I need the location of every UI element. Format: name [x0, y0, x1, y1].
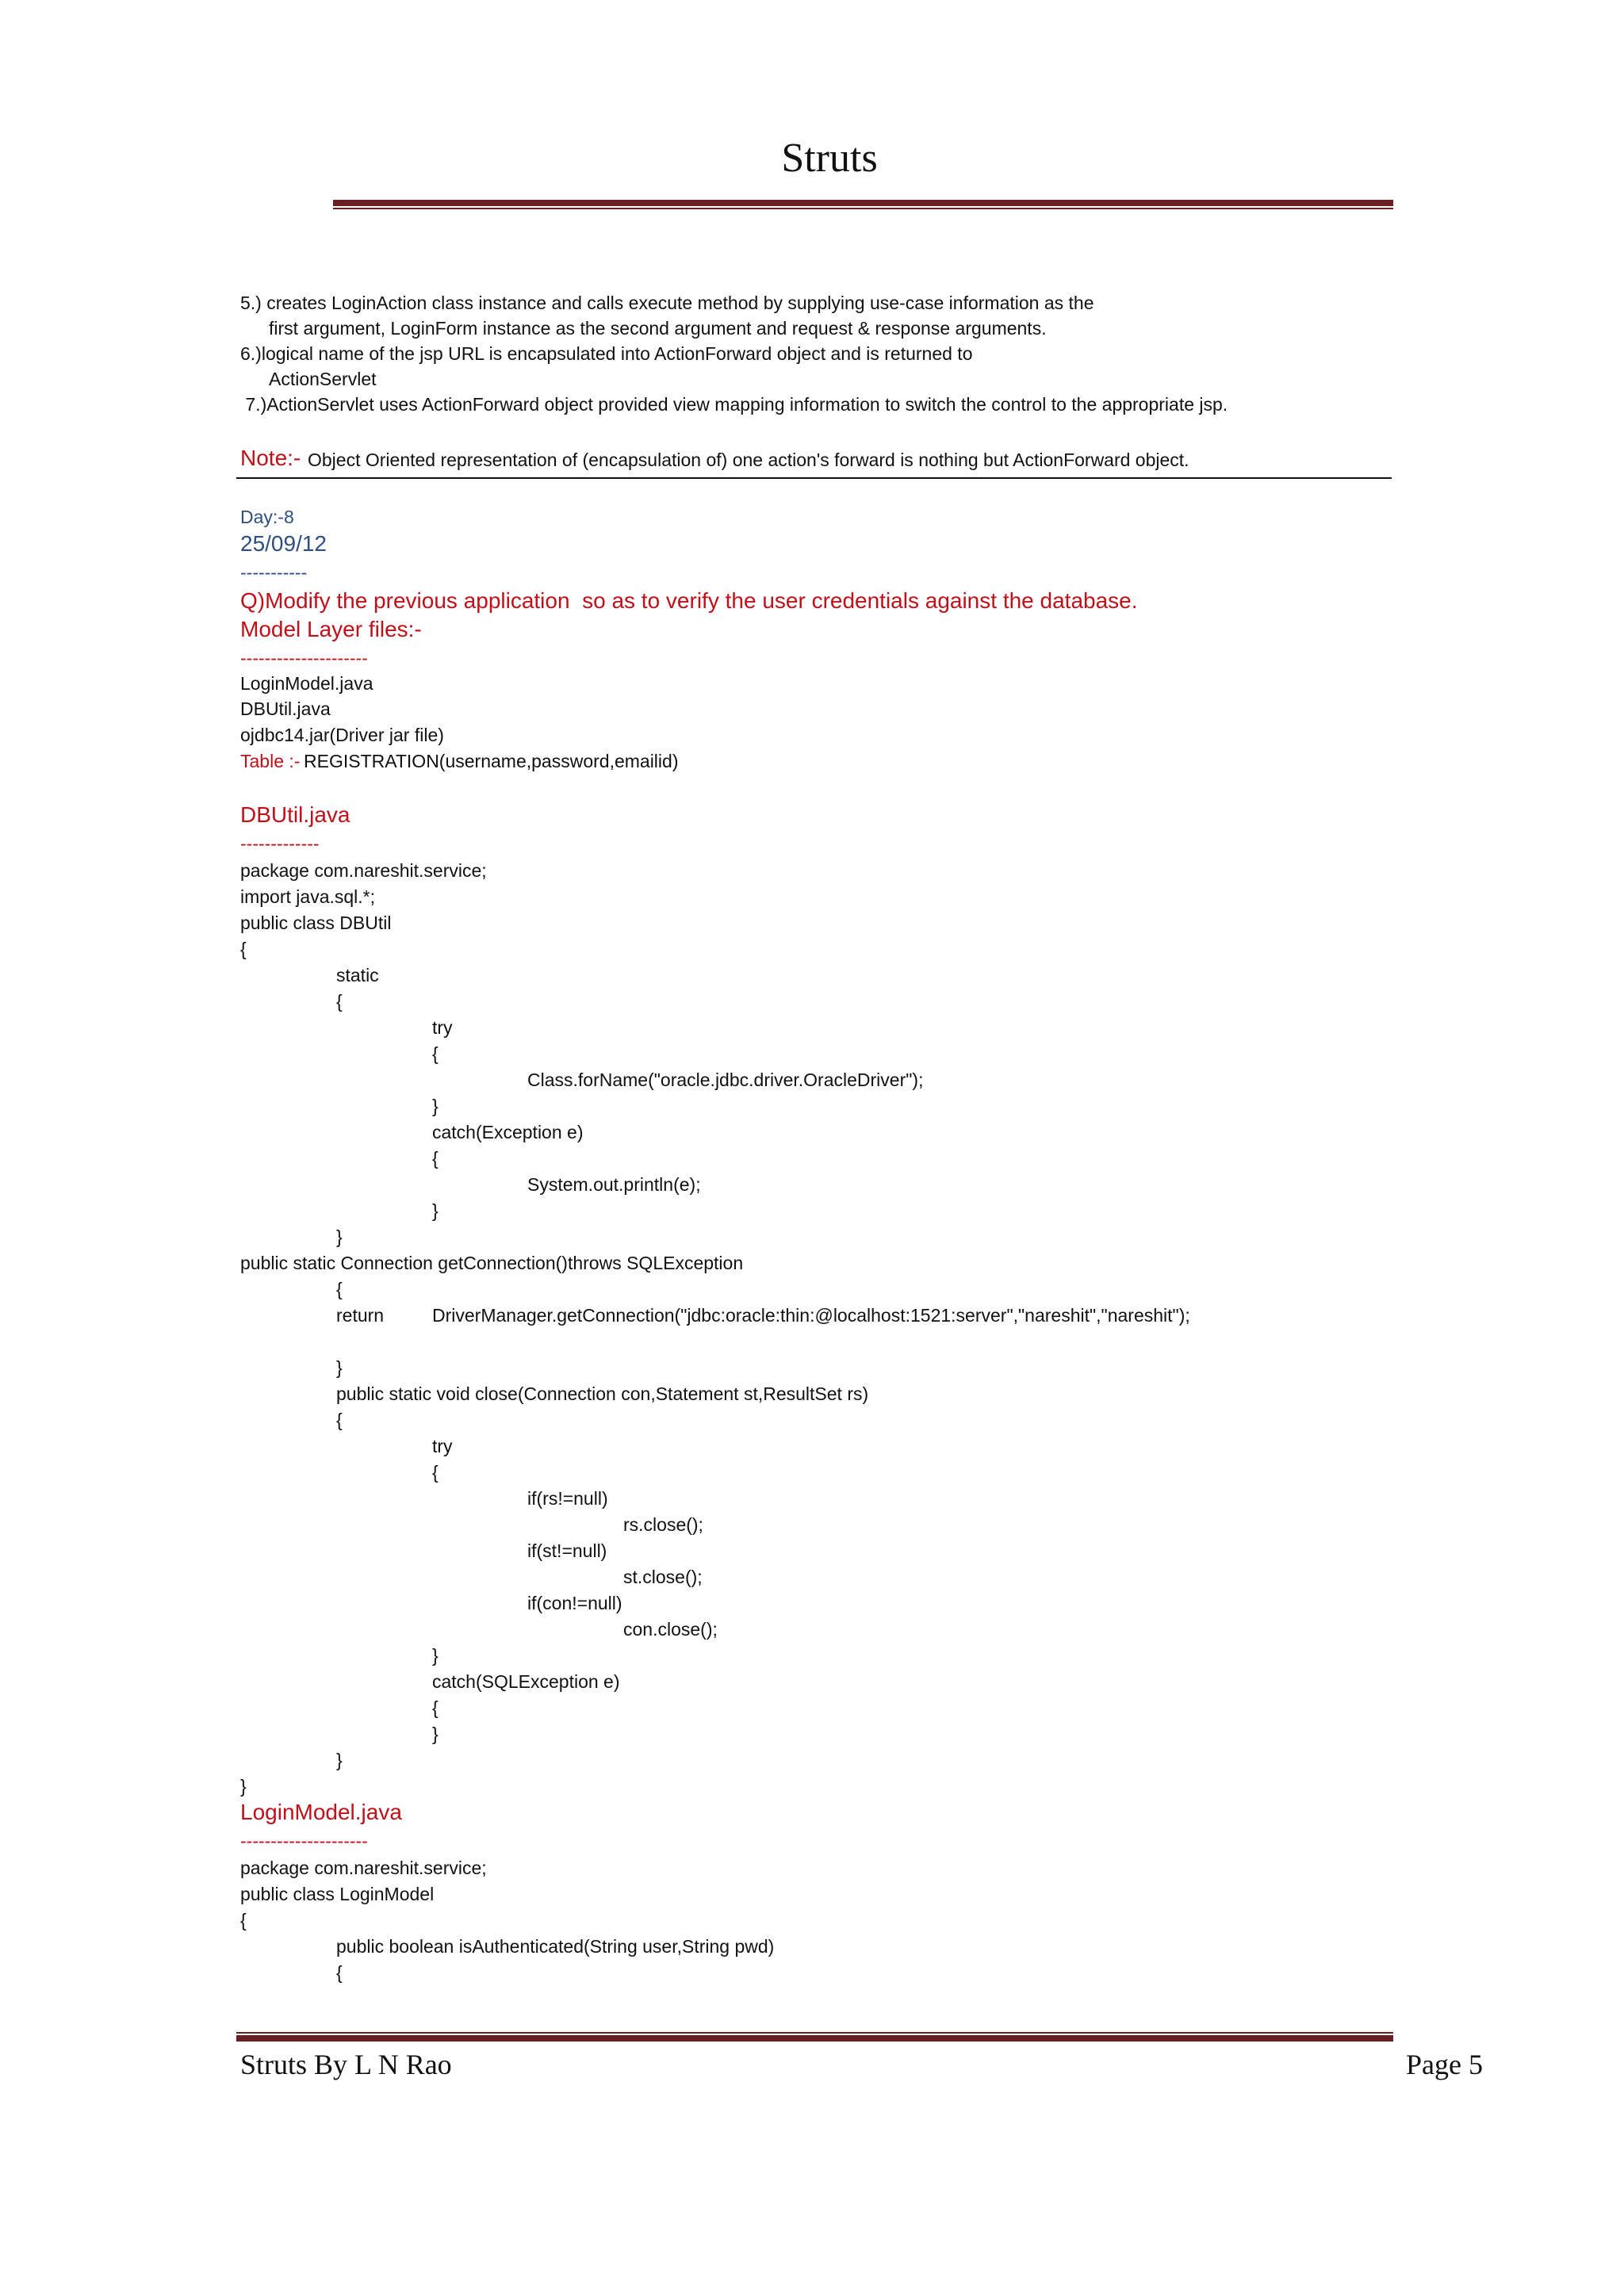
text-line: public static Connection getConnection()throws SQLException: [240, 1253, 744, 1273]
header-rule-thin: [333, 208, 1393, 209]
text-line: {: [240, 1910, 247, 1931]
text-line: public class DBUtil: [240, 913, 392, 933]
text-line: {: [240, 939, 247, 959]
text-line: public class LoginModel: [240, 1884, 435, 1904]
text-line: package com.nareshit.service;: [240, 1858, 487, 1878]
text-line: if(st!=null): [527, 1540, 607, 1561]
text-line: 5.) creates LoginAction class instance and calls execute method by supplying use-case information as the: [240, 293, 1094, 313]
footer-author: Struts By L N Rao: [240, 2049, 452, 2080]
page-header-title: Struts: [781, 136, 878, 181]
text-line: st.close();: [623, 1567, 703, 1587]
text-line: public static void close(Connection con,Statement st,ResultSet rs): [336, 1383, 869, 1404]
text-line: Note:-: [240, 446, 308, 470]
text-line: LoginModel.java: [240, 1800, 402, 1824]
text-line: try: [432, 1017, 453, 1038]
text-line: ojdbc14.jar(Driver jar file): [240, 725, 444, 745]
text-line: {: [336, 991, 343, 1012]
text-line: }: [432, 1645, 439, 1666]
text-line: catch(Exception e): [432, 1122, 584, 1142]
text-line: first argument, LoginForm instance as the second argument and request & response arguments.: [269, 318, 1047, 339]
text-line: {: [432, 1697, 439, 1718]
text-line: Q)Modify the previous application so as to verify the user credentials against the database.: [240, 588, 1138, 613]
text-line: DriverManager.getConnection("jdbc:oracle:thin:@localhost:1521:server","nareshit","nareshit");: [432, 1305, 1190, 1326]
text-line: }: [336, 1750, 343, 1770]
text-line: {: [432, 1462, 439, 1483]
text-line: rs.close();: [623, 1514, 703, 1535]
text-line: 6.)logical name of the jsp URL is encapsulated into ActionForward object and is returned to: [240, 343, 973, 364]
text-line: DBUtil.java: [240, 698, 331, 719]
text-line: -----------: [240, 562, 308, 583]
text-line: Model Layer files:-: [240, 617, 422, 641]
text-line: package com.nareshit.service;: [240, 860, 487, 881]
text-line: catch(SQLException e): [432, 1671, 620, 1692]
text-line: System.out.println(e);: [527, 1174, 701, 1195]
text-line: ActionServlet: [269, 369, 377, 389]
text-line: }: [432, 1200, 439, 1221]
text-line: import java.sql.*;: [240, 886, 376, 907]
text-line: }: [336, 1357, 343, 1378]
text-line: ---------------------: [240, 1831, 368, 1851]
text-line: public boolean isAuthenticated(String user,String pwd): [336, 1936, 775, 1957]
footer-rule: [236, 2035, 1393, 2042]
footer-page-number: Page 5: [1406, 2049, 1483, 2080]
text-line: {: [432, 1148, 439, 1169]
text-line: {: [336, 1962, 343, 1983]
text-line: }: [432, 1724, 439, 1744]
text-line: Class.forName("oracle.jdbc.driver.OracleDriver");: [527, 1070, 924, 1090]
text-line: LoginModel.java: [240, 673, 373, 694]
note-divider: [236, 477, 1392, 479]
text-line: {: [336, 1410, 343, 1430]
text-line: -------------: [240, 833, 320, 854]
text-line: REGISTRATION(username,password,emailid): [304, 751, 679, 771]
text-line: if(rs!=null): [527, 1488, 608, 1509]
text-line: if(con!=null): [527, 1593, 622, 1613]
text-line: DBUtil.java: [240, 802, 350, 827]
text-line: con.close();: [623, 1619, 718, 1640]
text-line: Table :-: [240, 751, 301, 771]
text-line: Object Oriented representation of (encapsulation of) one action's forward is nothing but ActionForward object.: [308, 450, 1189, 470]
text-line: }: [336, 1226, 343, 1247]
text-line: {: [432, 1043, 439, 1064]
text-line: try: [432, 1436, 453, 1456]
text-line: return: [336, 1305, 385, 1326]
footer-rule-thin: [236, 2032, 1393, 2034]
text-line: }: [240, 1776, 247, 1797]
text-line: 25/09/12: [240, 531, 327, 556]
text-line: ---------------------: [240, 648, 368, 668]
text-line: 7.)ActionServlet uses ActionForward object provided view mapping information to switch the control to the appropriate jsp.: [240, 394, 1228, 415]
text-line: static: [336, 965, 379, 985]
text-line: Day:-8: [240, 507, 294, 527]
text-line: }: [432, 1096, 439, 1116]
text-line: {: [336, 1279, 343, 1299]
header-rule: [333, 200, 1393, 206]
